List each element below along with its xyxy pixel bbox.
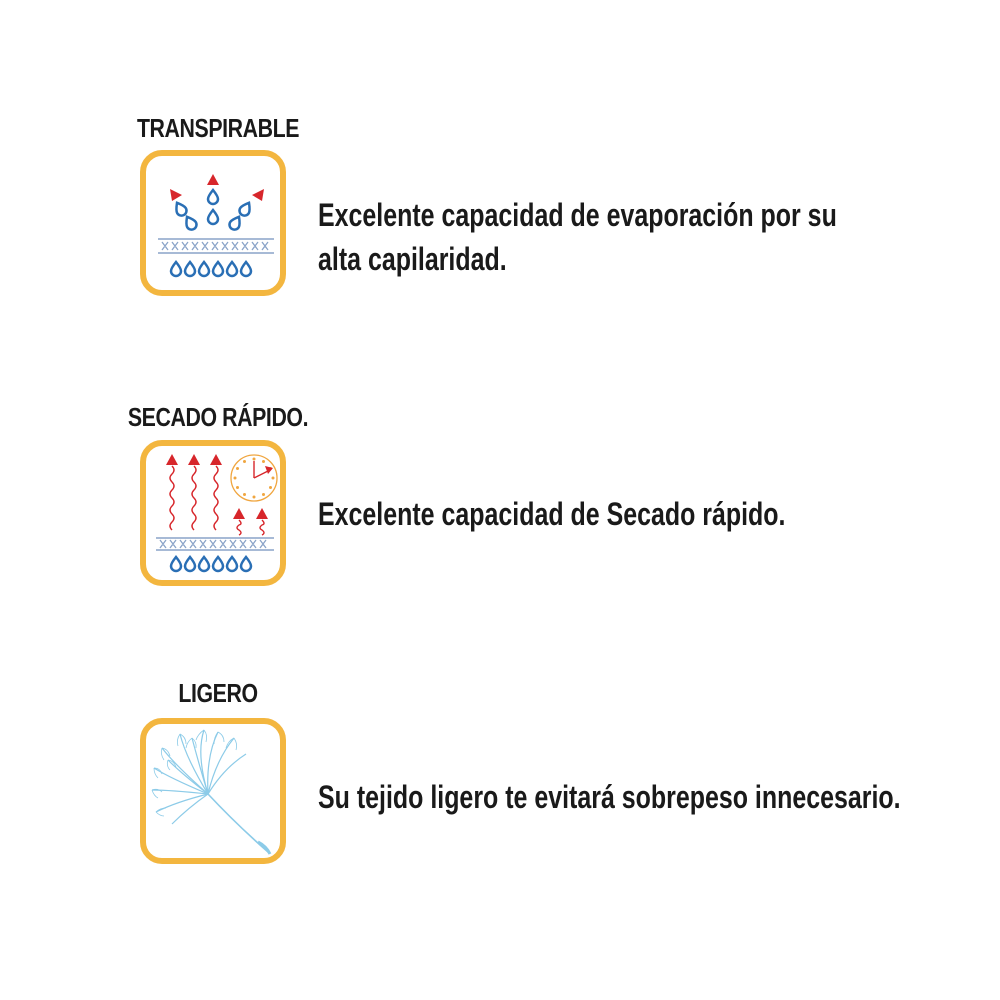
quick-dry-icon-frame	[140, 440, 286, 586]
description-line: Su tejido ligero te evitará sobrepeso innecesario.	[318, 779, 901, 815]
feature-description	[318, 193, 837, 281]
description-line: alta capilaridad.	[318, 241, 507, 277]
feature-title: LIGERO	[178, 678, 258, 708]
feature-title: TRANSPIRABLE	[136, 113, 300, 143]
description-line: Excelente capacidad de Secado rápido.	[318, 496, 786, 532]
feature-description	[318, 775, 901, 819]
dandelion-icon-frame	[140, 718, 286, 864]
feature-title: SECADO RÁPIDO.	[127, 402, 309, 432]
dandelion-seed-icon	[146, 724, 280, 858]
breathable-icon	[146, 156, 280, 290]
breathable-icon-frame	[140, 150, 286, 296]
feature-description	[318, 492, 785, 536]
quick-dry-icon	[146, 446, 280, 580]
description-line: Excelente capacidad de evaporación por su	[318, 197, 837, 233]
